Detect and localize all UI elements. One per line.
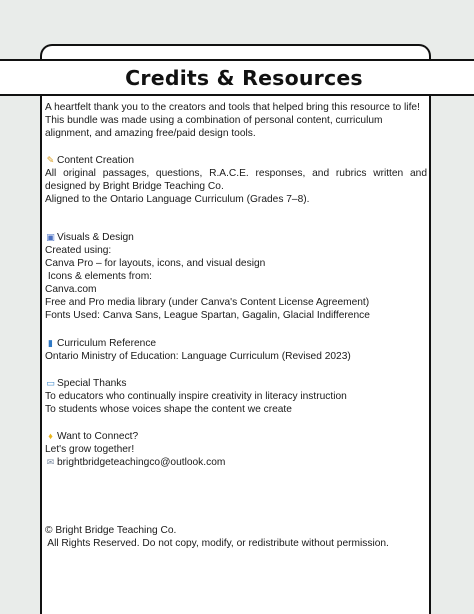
laptop-icon: ▭ (46, 378, 55, 388)
section-content-creation (45, 154, 427, 167)
visuals-line: Canva Pro – for layouts, icons, and visual design (45, 258, 266, 269)
thanks-line: To students whose voices shape the content we create (45, 404, 292, 415)
section-connect (45, 430, 427, 469)
intro-text: A heartfelt thank you to the creators and tools that helped bring this resource to life! This bundle was made using a combination of personal content, curriculum alignment, and amazing free/paid design tools. (45, 102, 420, 139)
intro-block (45, 101, 427, 140)
thanks-heading: ▭ Special Thanks (46, 378, 127, 389)
palette-icon: ▣ (46, 232, 55, 242)
content-creation-body-block (45, 167, 427, 206)
visuals-design-heading: ▣ Visuals & Design (46, 232, 134, 243)
content-creation-body: All original passages, questions, R.A.C.E. responses, and rubrics written and designed by Bright Bridge Teaching Co. (45, 168, 427, 192)
section-visuals-design (45, 231, 427, 322)
email-link[interactable]: brightbridgeteachingco@outlook.com (57, 457, 226, 468)
copyright-text: © Bright Bridge Teaching Co. (45, 525, 177, 536)
section-curriculum (45, 337, 427, 363)
email-row (45, 456, 427, 469)
section-thanks (45, 377, 427, 416)
thanks-line: To educators who continually inspire creativity in literacy instruction (45, 391, 347, 402)
visuals-line: Icons & elements from: (45, 271, 153, 282)
visuals-line: Free and Pro media library (under Canva's Content License Agreement) (45, 297, 370, 308)
curriculum-heading: ▮ Curriculum Reference (45, 337, 427, 350)
visuals-line: Fonts Used: Canva Sans, League Spartan, Gagalin, Glacial Indifference (45, 310, 370, 321)
connect-line: Let's grow together! (45, 444, 135, 455)
content-creation-heading: ✎ Content Creation (46, 155, 135, 166)
book-icon: ▮ (48, 338, 53, 348)
pencil-icon: ✎ (46, 155, 55, 165)
visuals-line: Created using: (45, 245, 112, 256)
title-band (0, 59, 474, 96)
connect-heading: ♦ Want to Connect? (45, 430, 427, 443)
lightbulb-icon: ♦ (48, 431, 53, 441)
visuals-line: Canva.com (45, 284, 97, 295)
rights-text: All Rights Reserved. Do not copy, modify, or redistribute without permission. (45, 538, 389, 549)
curriculum-line: Ontario Ministry of Education: Language Curriculum (Revised 2023) (45, 351, 351, 362)
content-creation-alignment: Aligned to the Ontario Language Curriculum (Grades 7–8). (45, 194, 310, 205)
envelope-icon: ✉ (46, 457, 55, 467)
footer (45, 524, 427, 550)
page-title: Credits & Resources (125, 65, 363, 90)
